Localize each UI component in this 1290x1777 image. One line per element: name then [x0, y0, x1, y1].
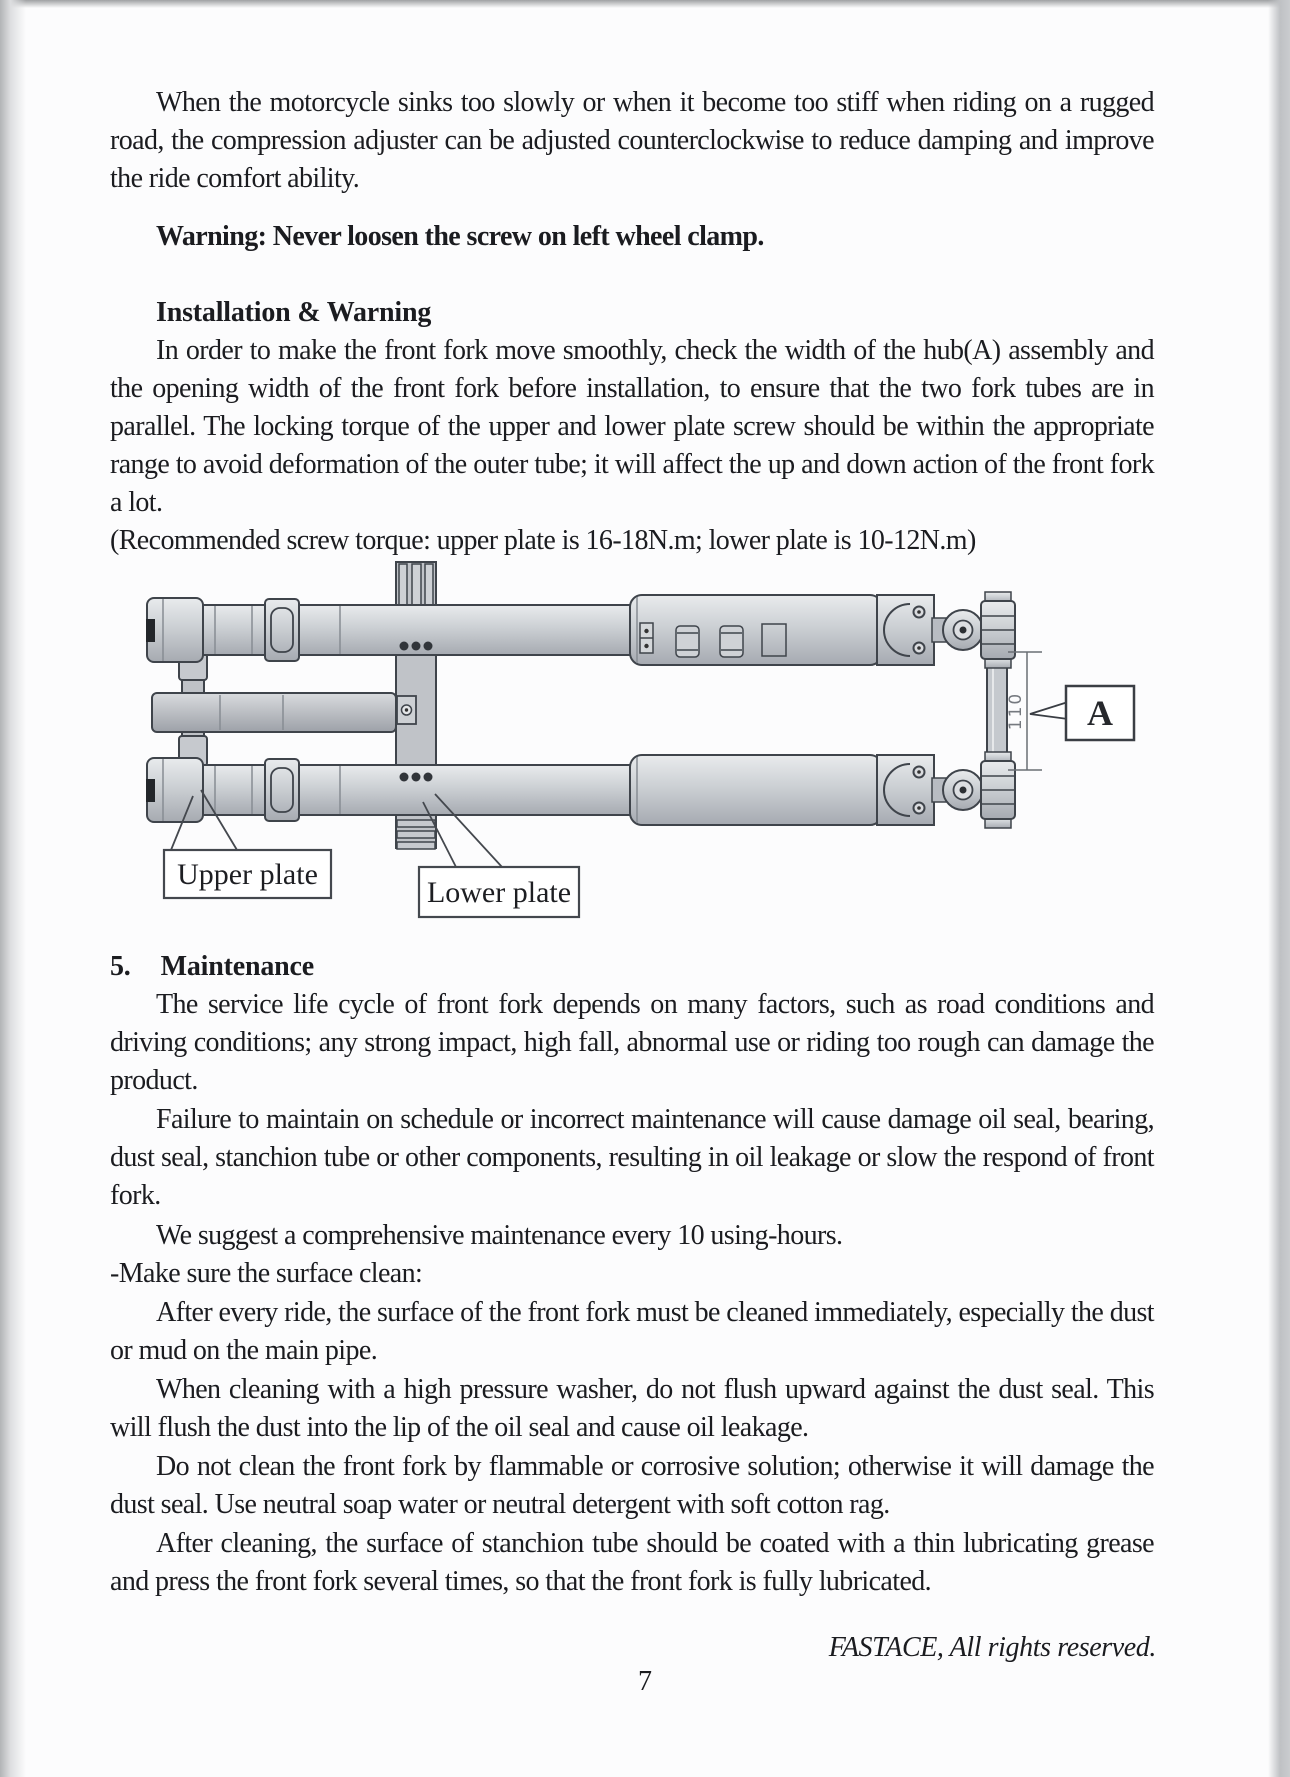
maintenance-paragraph-2: Failure to maintain on schedule or incorrect maintenance will cause damage oil seal, bearing, dust seal, stanchion tube or other components, resulting in oil leakage or slow the respond of front fork. — [110, 1104, 1154, 1211]
maintenance-paragraph-8: After cleaning, the surface of stanchion tube should be coated with a thin lubricating grease and press the front fork several times, so that the front fork is fully lubricated. — [110, 1528, 1154, 1597]
callout-a — [1030, 686, 1134, 740]
upper-fork-leg — [146, 592, 1015, 668]
maintenance-paragraph-5: After every ride, the surface of the front fork must be cleaned immediately, especially the dust or mud on the main pipe. — [110, 1297, 1154, 1366]
maintenance-paragraph-4: -Make sure the surface clean: — [110, 1258, 423, 1289]
fork-diagram-figure — [0, 520, 1290, 940]
warning-note: Warning: Never loosen the screw on left wheel clamp. — [156, 221, 764, 252]
maintenance-section-title: Maintenance — [160, 951, 314, 982]
intro-paragraph: When the motorcycle sinks too slowly or when it become too stiff when riding on a rugged road, the compression adjuster can be adjusted counterclockwise to reduce damping and improve the ride comfort ability. — [110, 87, 1154, 194]
page-number: 7 — [638, 1666, 652, 1697]
maintenance-paragraph-3: We suggest a comprehensive maintenance every 10 using-hours. — [156, 1220, 843, 1251]
copyright-footer: FASTACE, All rights reserved. — [828, 1632, 1156, 1663]
scan-edge-top — [0, 0, 1290, 8]
maintenance-paragraph-6: When cleaning with a high pressure washer, do not flush upward against the dust seal. This will flush the dust into the lip of the oil seal and cause oil leakage. — [110, 1374, 1154, 1443]
callout-a-label: A — [1087, 693, 1113, 733]
lower-plate-label: Lower plate — [426, 876, 572, 909]
installation-paragraph: In order to make the front fork move smoothly, check the width of the hub(A) assembly and the opening width of the front fork before installation, to ensure that the two fork tubes are in parallel. The locking torque of the upper and lower plate screw should be within the appropriate range to avoid deformation of the outer tube; it will affect the up and down action of the front fork a lot. — [110, 335, 1154, 518]
torque-note: (Recommended screw torque: upper plate is 16-18N.m; lower plate is 10-12N.m) — [110, 525, 976, 556]
lower-fork-leg — [146, 752, 1015, 828]
dimension-value: 110 — [1006, 691, 1026, 731]
maintenance-paragraph-1: The service life cycle of front fork depends on many factors, such as road conditions and driving conditions; any strong impact, high fall, abnormal use or riding too rough can damage the product. — [110, 989, 1154, 1096]
maintenance-heading — [110, 948, 1154, 986]
steering-stem — [152, 693, 396, 732]
installation-heading: Installation & Warning — [156, 297, 432, 328]
upper-plate-label: Upper plate — [177, 858, 318, 891]
maintenance-section-number: 5. — [110, 951, 131, 982]
maintenance-paragraph-7: Do not clean the front fork by flammable or corrosive solution; otherwise it will damage the dust seal. Use neutral soap water or neutral detergent with soft cotton rag. — [110, 1451, 1154, 1520]
